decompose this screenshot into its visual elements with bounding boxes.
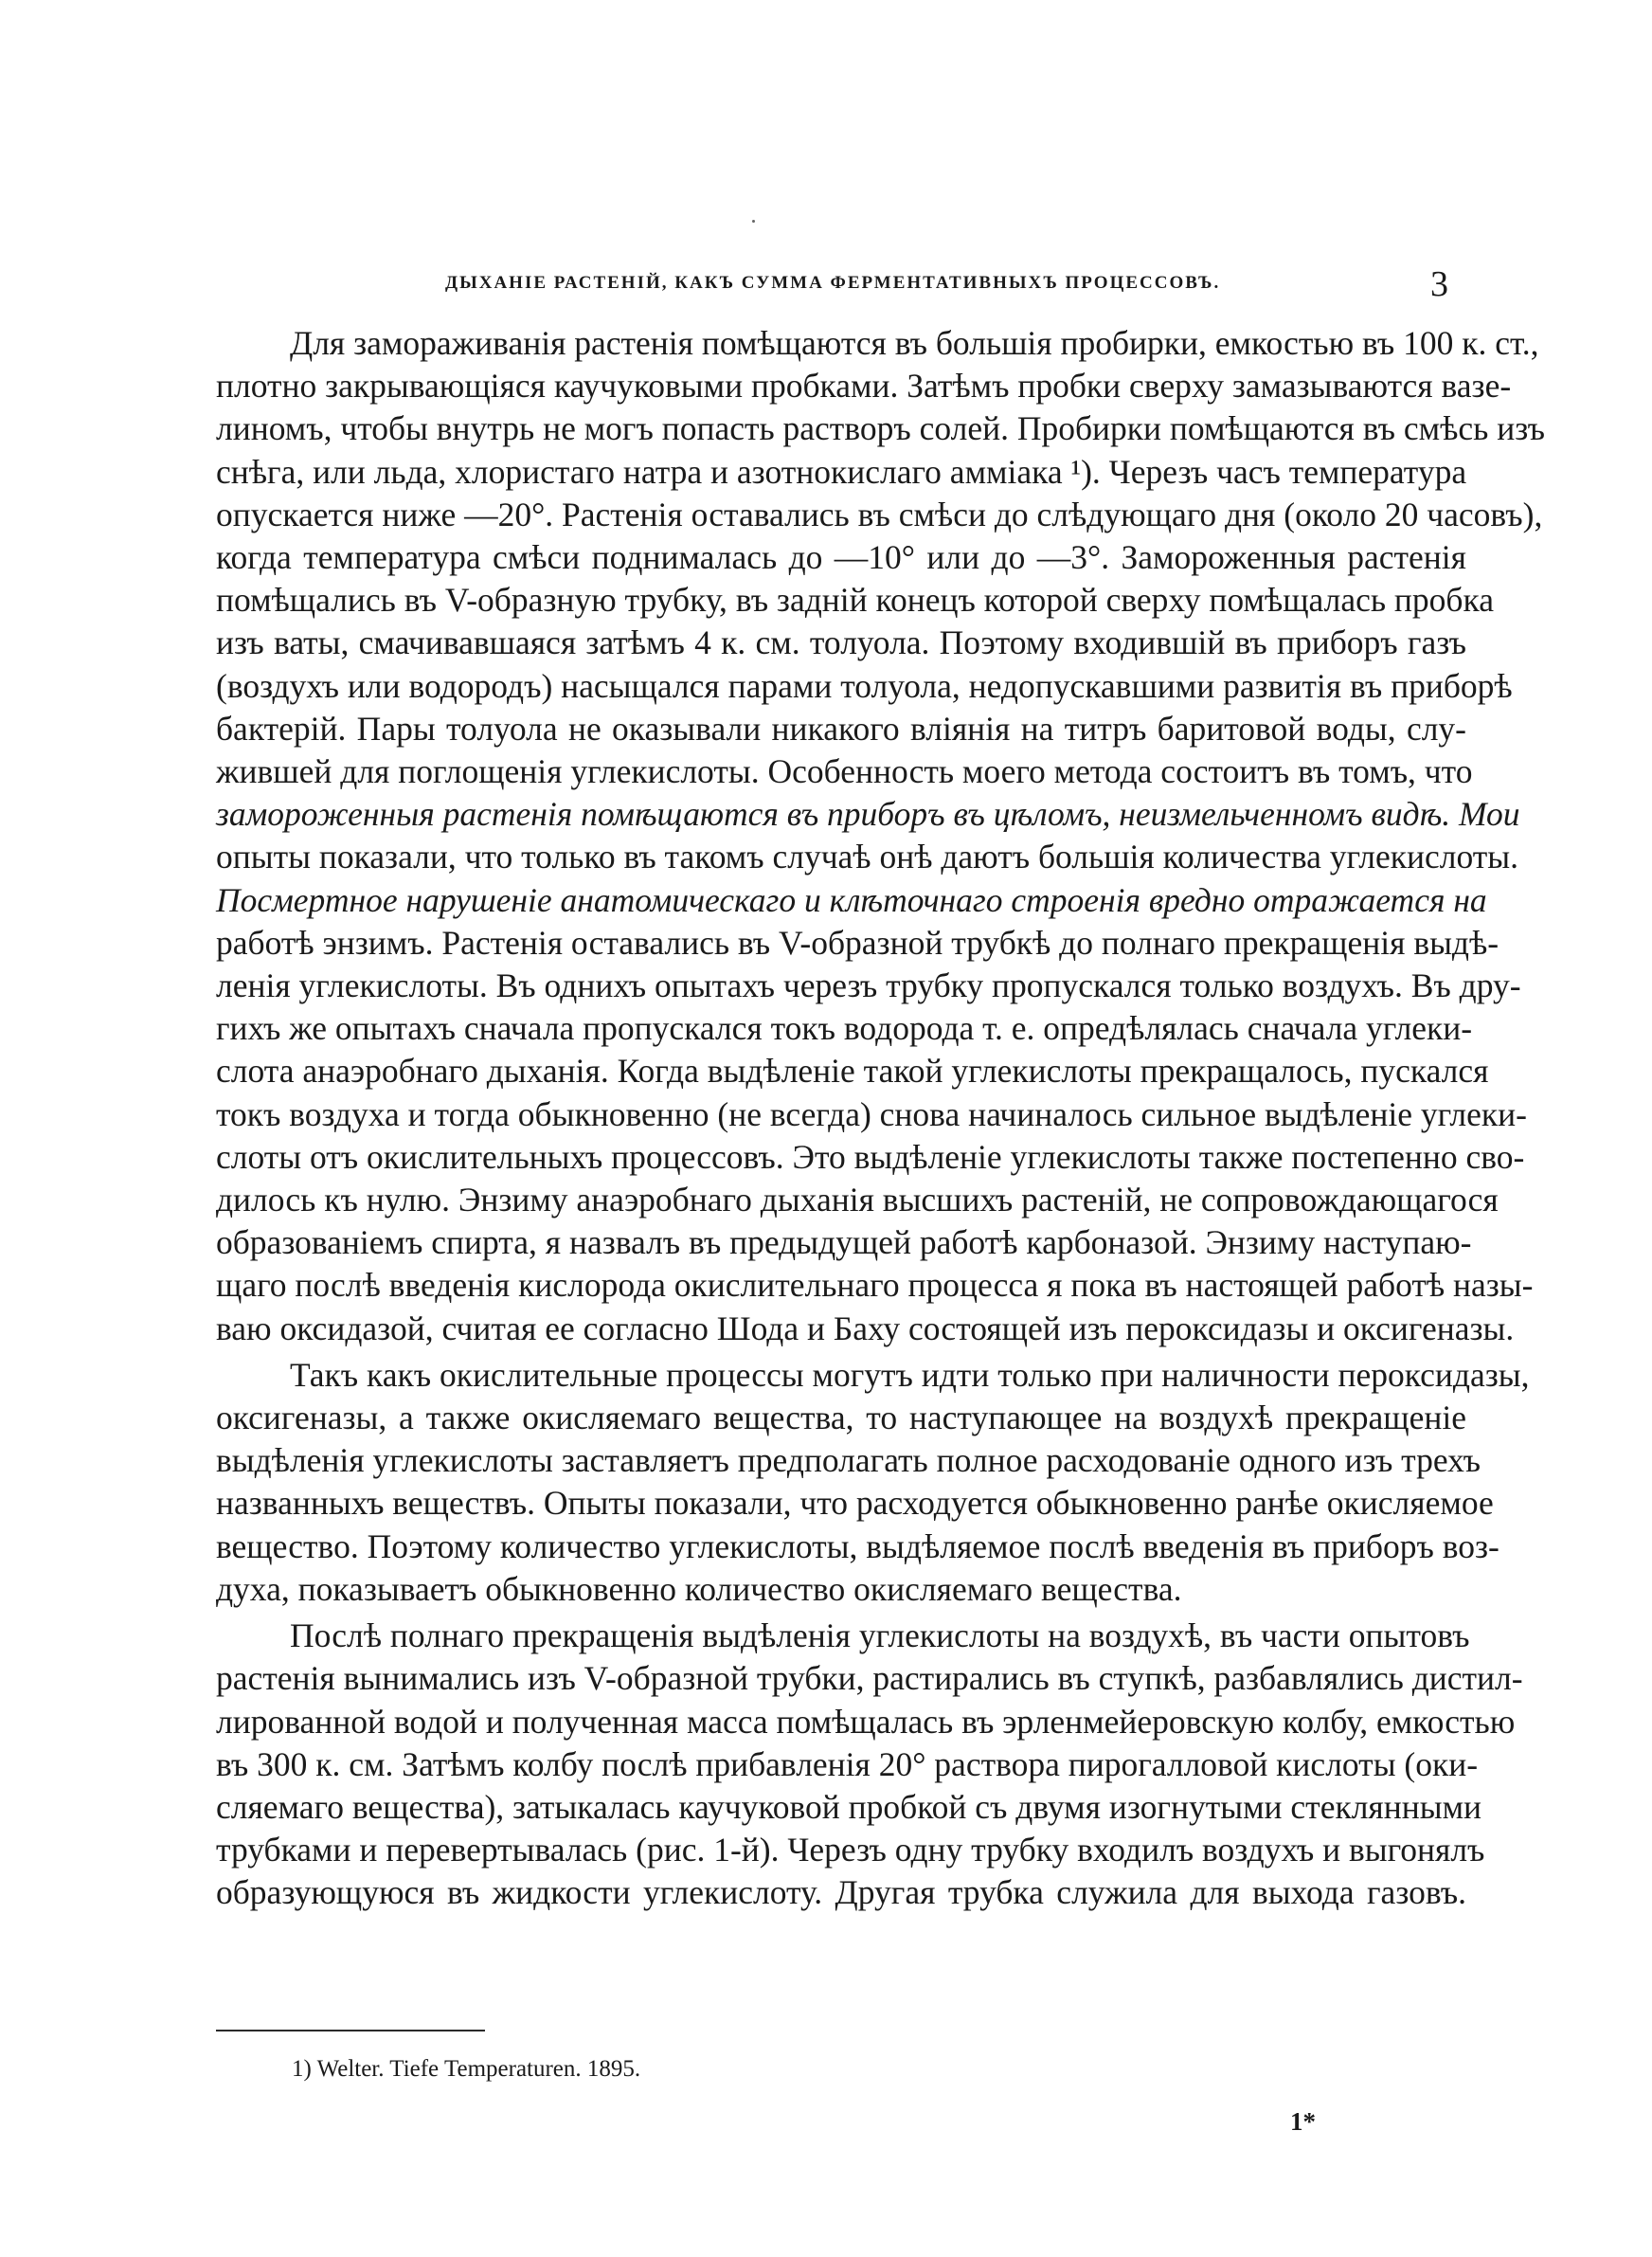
text-line: щаго послѣ введенія кислорода окислительнаго процесса я пока въ настоящей работѣ назы- xyxy=(216,1266,1534,1305)
text-line: Такъ какъ окислительные процессы могутъ идти только при наличности пероксидазы, xyxy=(290,1355,1530,1394)
text-line: Послѣ полнаго прекращенія выдѣленія углекислоты на воздухѣ, въ части опытовъ xyxy=(290,1616,1470,1655)
text-line: образованіемъ спирта, я назвалъ въ предыдущей работѣ карбоназой. Энзиму наступаю- xyxy=(216,1223,1472,1262)
text-line: (воздухъ или водородъ) насыщался парами толуола, недопускавшими развитія въ приборѣ xyxy=(216,666,1513,705)
text-line: названныхъ веществъ. Опыты показали, что расходуется обыкновенно ранѣе окисляемое xyxy=(216,1484,1494,1523)
text-line: ленія углекислоты. Въ однихъ опытахъ черезъ трубку пропускался только воздухъ. Въ дру- xyxy=(216,966,1521,1005)
text-line: Для замораживанія растенія помѣщаются въ большія пробирки, емкостью въ 100 к. ст., xyxy=(290,324,1539,362)
text-line: бактерій. Пары толуола не оказывали никакого вліянія на титръ баритовой воды, слу- xyxy=(216,709,1466,748)
text-line: токъ воздуха и тогда обыкновенно (не всегда) снова начиналось сильное выдѣленіе углеки- xyxy=(216,1094,1527,1133)
text-line: выдѣленія углекислоты заставляетъ предполагать полное расходованіе одного изъ трехъ xyxy=(216,1441,1481,1480)
text-line: слота анаэробнаго дыханія. Когда выдѣленіе такой углекислоты прекращалось, пускался xyxy=(216,1052,1489,1091)
text-line: вещество. Поэтому количество углекислоты, выдѣляемое послѣ введенія въ приборъ воз- xyxy=(216,1526,1499,1565)
text-line: работѣ энзимъ. Растенія оставались въ V-образной трубкѣ до полнаго прекращенія выдѣ- xyxy=(216,923,1499,962)
text-line: плотно закрывающіяся каучуковыми пробками. Затѣмъ пробки сверху замазываются вазе- xyxy=(216,367,1512,406)
running-title: ДЫХАНІЕ РАСТЕНІЙ, КАКЪ СУММА ФЕРМЕНТАТИВНЫХЪ ПРОЦЕССОВЪ. xyxy=(445,273,1221,293)
text-line: снѣга, или льда, хлористаго натра и азотнокислаго амміака ¹). Черезъ часъ температура xyxy=(216,452,1467,491)
text-line: изъ ваты, смачивавшаяся затѣмъ 4 к. см. толуола. Поэтому входившій въ приборъ газъ xyxy=(216,623,1466,662)
text-line: дилось къ нулю. Энзиму анаэробнаго дыханія высшихъ растеній, не сопровождающагося xyxy=(216,1181,1499,1219)
text-line: когда температура смѣси поднималась до —10° или до —3°. Замороженныя растенія xyxy=(216,538,1466,577)
footnote-rule xyxy=(216,2030,485,2031)
text-line: растенія вынимались изъ V-образной трубки, растирались въ ступкѣ, разбавлялись дистил- xyxy=(216,1659,1523,1698)
text-line: слоты отъ окислительныхъ процессовъ. Это выдѣленіе углекислоты также постепенно сво- xyxy=(216,1137,1525,1176)
page-number: 3 xyxy=(1430,264,1448,304)
paragraph-1 xyxy=(216,322,1545,1350)
text-line: трубками и перевертывалась (рис. 1-й). Черезъ одну трубку входилъ воздухъ и выгонялъ xyxy=(216,1831,1485,1869)
text-line: лированной водой и полученная масса помѣщалась въ эрленмейеровскую колбу, емкостью xyxy=(216,1702,1516,1741)
paragraph-3 xyxy=(216,1615,1523,1914)
text-line: въ 300 к. см. Затѣмъ колбу послѣ прибавленія 20° раствора пирогалловой кислоты (оки- xyxy=(216,1744,1479,1783)
text-line: ваю оксидазой, считая ее согласно Шода и Баху состоящей изъ пероксидазы и оксигеназы. xyxy=(216,1309,1515,1347)
text-line: опыты показали, что только въ такомъ случаѣ онѣ даютъ большія количества углекислоты. xyxy=(216,838,1518,876)
paragraph-2 xyxy=(216,1354,1530,1611)
text-line: образующуюся въ жидкости углекислоту. Другая трубка служила для выхода газовъ. xyxy=(216,1873,1466,1912)
text-line: сляемаго вещества), затыкалась каучуковой пробкой съ двумя изогнутыми стеклянными xyxy=(216,1787,1482,1826)
scan-speck xyxy=(752,220,755,223)
text-line: оксигеназы, а также окисляемаго вещества, то наступающее на воздухѣ прекращеніе xyxy=(216,1399,1466,1437)
footnote: 1) Welter. Tiefe Temperaturen. 1895. xyxy=(292,2056,641,2082)
text-line: гихъ же опытахъ сначала пропускался токъ водорода т. е. опредѣлялась сначала углеки- xyxy=(216,1009,1473,1048)
signature-mark: 1* xyxy=(1290,2107,1316,2136)
text-line: Посмертное нарушеніе анатомическаго и клѣточнаго строенія вредно отражается на xyxy=(216,880,1487,919)
text-line: помѣщались въ V-образную трубку, въ задній конецъ которой сверху помѣщалась пробка xyxy=(216,581,1494,620)
text-line: духа, показываетъ обыкновенно количество окисляемаго вещества. xyxy=(216,1569,1182,1608)
text-line: замороженныя растенія помѣщаются въ приборъ въ цѣломъ, неизмельченномъ видѣ. Мои xyxy=(216,795,1520,834)
text-line: жившей для поглощенія углекислоты. Особенность моего метода состоитъ въ томъ, что xyxy=(216,752,1473,791)
text-line: опускается ниже —20°. Растенія оставались въ смѣси до слѣдующаго дня (около 20 часовъ), xyxy=(216,495,1543,533)
text-line: линомъ, чтобы внутрь не могъ попасть растворъ солей. Пробирки помѣщаются въ смѣсь изъ xyxy=(216,409,1545,448)
body-text xyxy=(216,322,1545,1915)
